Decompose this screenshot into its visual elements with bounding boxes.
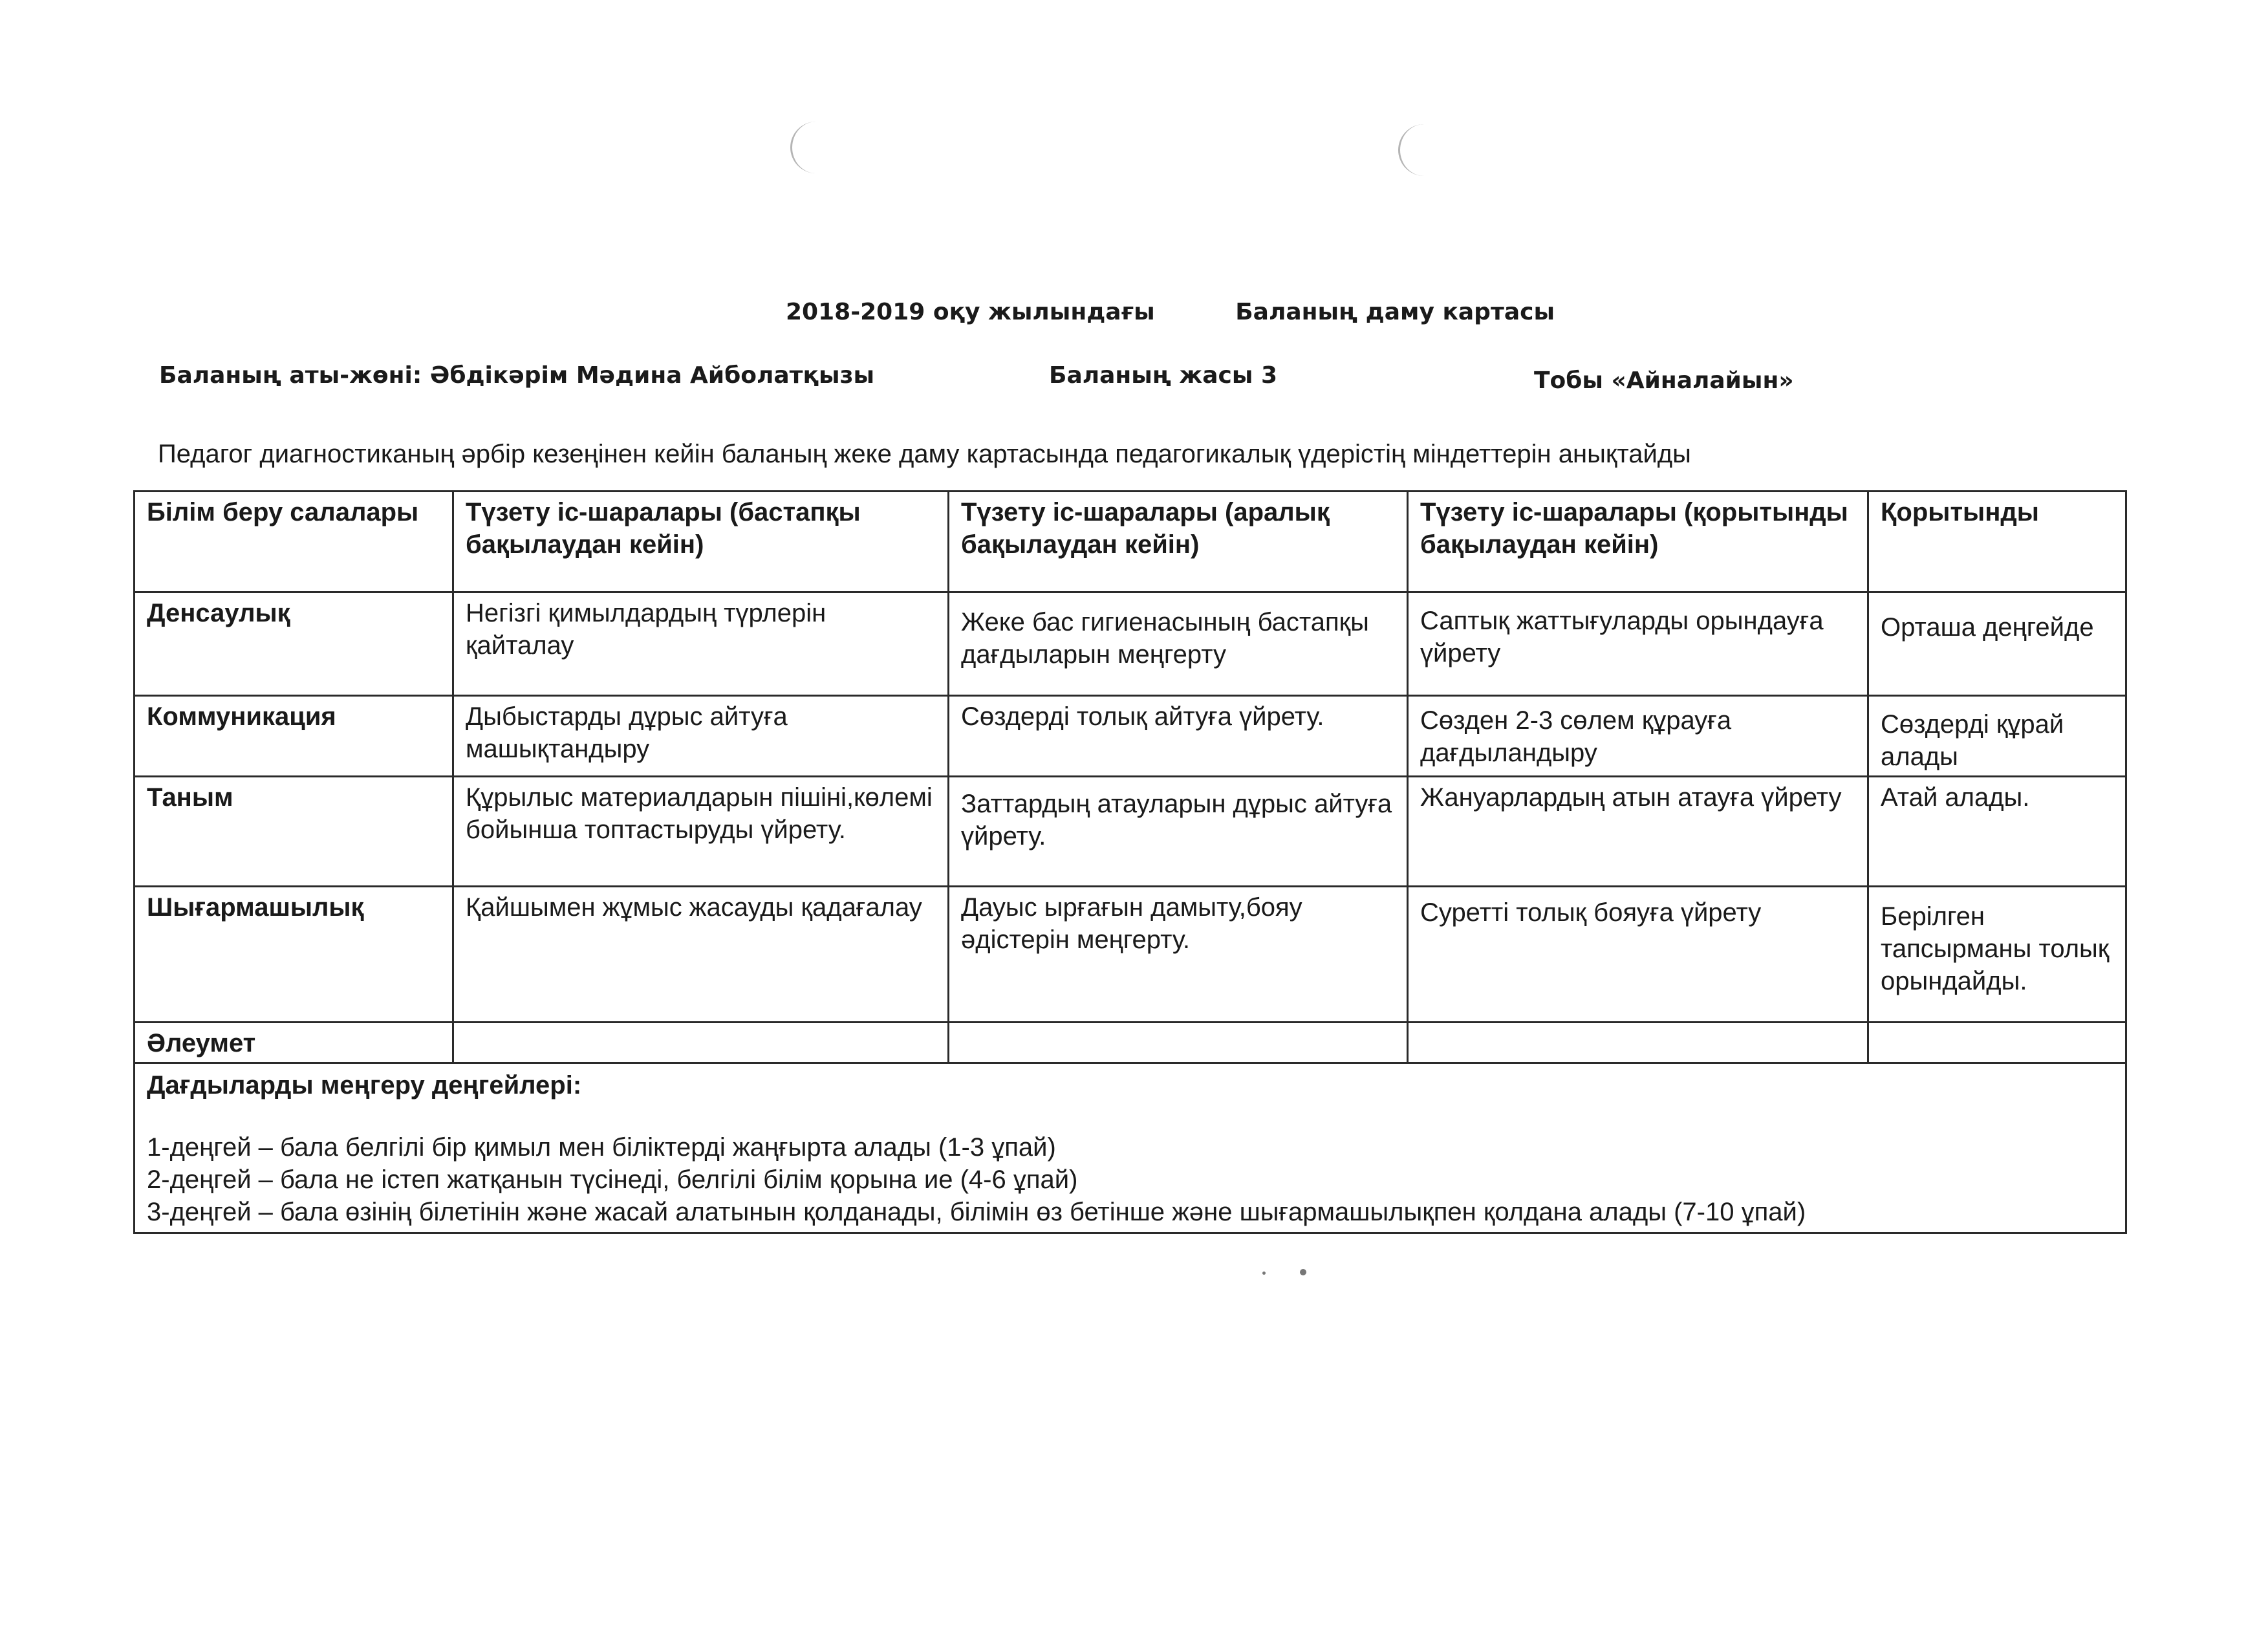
table-header-row [135, 492, 2126, 592]
intro-text: Педагог диагностиканың әрбір кезеңінен кейін баланың жеке даму картасында педагогикалық үдерістің міндеттерін анықтайды [158, 440, 1691, 468]
table-row [135, 592, 2126, 696]
level-item: 3-деңгей – бала өзінің білетінін және жасай алатынын қолданады, білімін өз бетінше және шығармашылықпен қолдана алады (7-10 ұпай) [147, 1198, 1806, 1226]
result-cell: Берілген тапсырманы толық орындайды. [1868, 887, 2126, 1023]
child-group: Тобы «Айналайын» [1534, 367, 1794, 394]
result-cell: Сөздерді құрай алады [1868, 696, 2126, 777]
column-header: Қорытынды [1868, 492, 2126, 592]
table-cell: Сөздерді толық айтуға үйрету. [949, 696, 1408, 777]
table-cell: Дауыс ырғағын дамыту,бояу әдістерін меңгерту. [949, 887, 1408, 1023]
child-name: Баланың аты-жөні: Әбдікәрім Мәдина Айболатқызы [159, 362, 874, 389]
child-age: Баланың жасы 3 [1049, 362, 1278, 389]
table-row [135, 696, 2126, 777]
column-header: Түзету іс-шаралары (қорытынды бақылаудан кейін) [1408, 492, 1868, 592]
academic-year: 2018-2019 оқу жылындағы [786, 299, 1155, 325]
column-header: Түзету іс-шаралары (аралық бақылаудан кейін) [949, 492, 1408, 592]
result-cell [1868, 1023, 2126, 1063]
table-cell: Саптық жаттығуларды орындауға үйрету [1408, 592, 1868, 696]
table-cell: Дыбыстарды дұрыс айтуға машықтандыру [453, 696, 949, 777]
table-cell [1408, 1023, 1868, 1063]
scan-speck [1300, 1269, 1306, 1275]
punch-hole-mark [790, 122, 818, 173]
result-cell: Атай алады. [1868, 777, 2126, 887]
levels-cell [135, 1063, 2126, 1233]
development-table [133, 490, 2127, 1234]
column-header: Білім беру салалары [135, 492, 453, 592]
table-cell [453, 1023, 949, 1063]
area-cell: Таным [135, 777, 453, 887]
table-cell: Негізгі қимылдардың түрлерін қайталау [453, 592, 949, 696]
table-row [135, 1023, 2126, 1063]
table-cell: Жеке бас гигиенасының бастапқы дағдыларын меңгерту [949, 592, 1408, 696]
area-cell: Шығармашылық [135, 887, 453, 1023]
level-item: 1-деңгей – бала белгілі бір қимыл мен біліктерді жаңғырта алады (1-3 ұпай) [147, 1133, 1056, 1162]
table-cell: Жануарлардың атын атауға үйрету [1408, 777, 1868, 887]
table-cell: Құрылыс материалдарын пішіні,көлемі бойынша топтастыруды үйрету. [453, 777, 949, 887]
table-cell [949, 1023, 1408, 1063]
table-cell: Сөзден 2-3 сөлем құрауға дағдыландыру [1408, 696, 1868, 777]
table-cell: Қайшымен жұмыс жасауды қадағалау [453, 887, 949, 1023]
table-row [135, 777, 2126, 887]
area-cell: Коммуникация [135, 696, 453, 777]
levels-heading: Дағдыларды меңгеру деңгейлері: [147, 1071, 582, 1099]
column-header: Түзету іс-шаралары (бастапқы бақылаудан кейін) [453, 492, 949, 592]
level-item: 2-деңгей – бала не істеп жатқанын түсінеді, белгілі білім қорына ие (4-6 ұпай) [147, 1165, 1078, 1194]
card-title: Баланың даму картасы [1235, 299, 1555, 325]
punch-hole-mark [1398, 124, 1426, 176]
table-row [135, 887, 2126, 1023]
levels-row [135, 1063, 2126, 1233]
area-cell: Әлеумет [135, 1023, 453, 1063]
table-cell: Заттардың атауларын дұрыс айтуға үйрету. [949, 777, 1408, 887]
scan-speck [1262, 1272, 1266, 1275]
table-cell: Суретті толық бояуға үйрету [1408, 887, 1868, 1023]
document-title [786, 299, 1626, 325]
area-cell: Денсаулық [135, 592, 453, 696]
child-info [0, 362, 2268, 401]
result-cell: Орташа деңгейде [1868, 592, 2126, 696]
